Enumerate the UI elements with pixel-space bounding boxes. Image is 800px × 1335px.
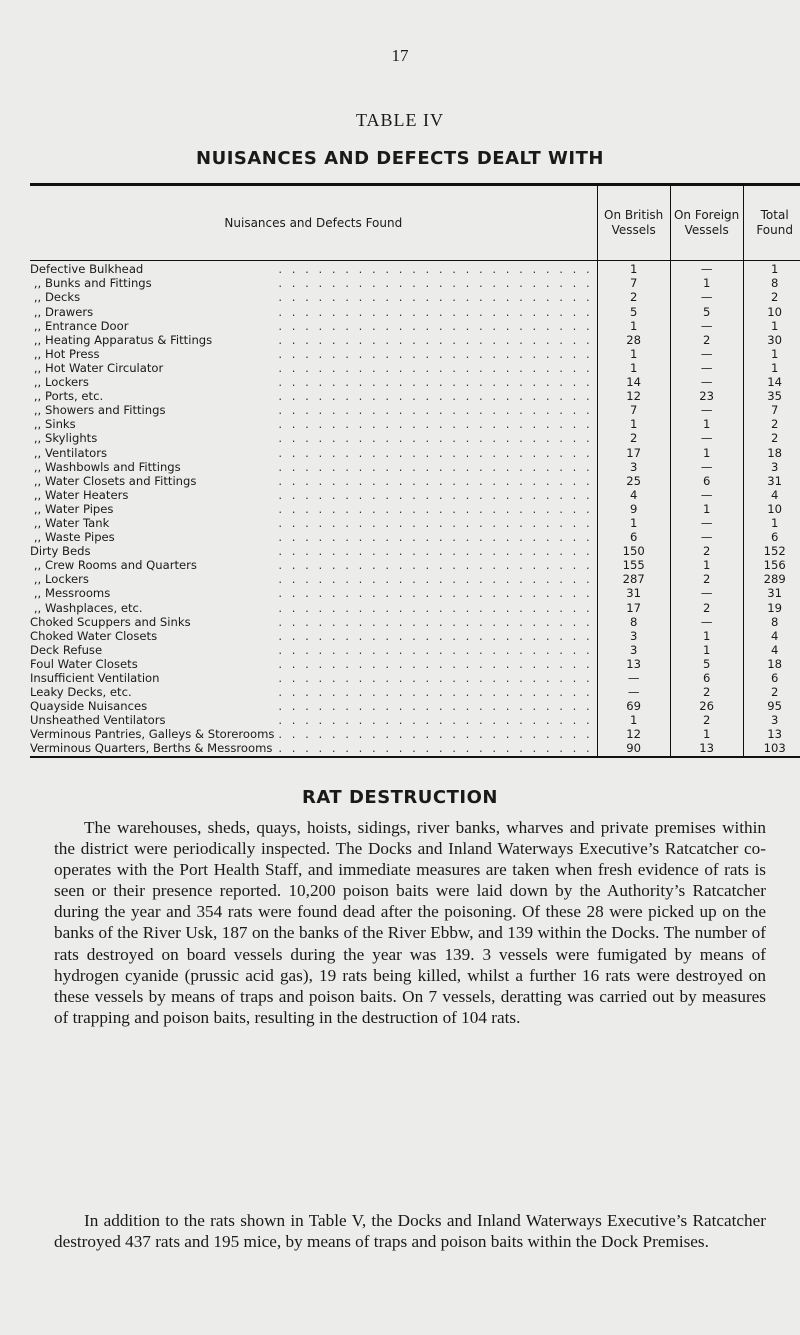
leader-dots: . . . . . . . . . . . . . . . . . . . . . . . . bbox=[278, 672, 593, 686]
row-label: Showers and Fittings bbox=[45, 403, 166, 418]
table-row bbox=[30, 460, 800, 474]
row-label: Quayside Nuisances bbox=[30, 699, 148, 714]
cell-british: 12 bbox=[597, 390, 670, 404]
row-label: Ports, etc. bbox=[45, 389, 104, 404]
cell-british: 31 bbox=[597, 587, 670, 601]
cell-foreign: 13 bbox=[670, 742, 743, 757]
cell-british: 9 bbox=[597, 503, 670, 517]
leader-dots: . . . . . . . . . . . . . . . . . . . . . . . . bbox=[278, 305, 593, 319]
leader-dots: . . . . . . . . . . . . . . . . . . . . . . . . bbox=[278, 277, 593, 291]
rat-destruction-heading: RAT DESTRUCTION bbox=[302, 787, 498, 808]
leader-dots: . . . . . . . . . . . . . . . . . . . . . . . . bbox=[278, 531, 593, 545]
cell-british: 150 bbox=[597, 545, 670, 559]
header-foreign-label: On Foreign Vessels bbox=[673, 208, 740, 237]
ditto-mark: ,, bbox=[33, 586, 42, 601]
cell-total: 103 bbox=[743, 742, 800, 757]
cell-british: 7 bbox=[597, 404, 670, 418]
rat-paragraph-1: The warehouses, sheds, quays, hoists, sidings, river banks, wharves and private premises within the district were periodically inspected. The Docks and Inland Waterways Executive’s Ratcatcher co-operates with the Port Health Staff, and immediate measures are taken when fresh evidence of rats is seen or their presence reported. 10,200 poison baits were laid down by the Authority’s Ratcatcher during the year and 354 rats were found dead after the poisoning. Of these 28 were picked up on the banks of the River Usk, 187 on the banks of the River Ebbw, and 139 within the Docks. The number of rats destroyed on board vessels during the year was 139. 3 vessels were fumigated by means of hydrogen cyanide (prussic acid gas), 19 rats being killed, whilst a further 16 rats were destroyed on these vessels by means of traps and poison baits. On 7 vessels, deratting was carried out by measures of trapping and poison baits, resulting in the destruction of 104 rats. bbox=[54, 818, 766, 1027]
row-label: Insufficient Ventilation bbox=[30, 671, 160, 686]
ditto-mark: ,, bbox=[33, 360, 42, 375]
table-row bbox=[30, 503, 800, 517]
ditto-mark: ,, bbox=[33, 530, 42, 545]
cell-total: 18 bbox=[767, 445, 783, 460]
cell-british: 1 bbox=[597, 261, 670, 278]
cell-foreign: 1 bbox=[670, 559, 743, 573]
table-row bbox=[30, 277, 800, 291]
table-row bbox=[30, 261, 800, 278]
leader-dots: . . . . . . . . . . . . . . . . . . . . . . . . bbox=[278, 728, 593, 742]
cell-foreign: 1 bbox=[670, 446, 743, 460]
table-row bbox=[30, 686, 800, 700]
leader-dots: . . . . . . . . . . . . . . . . . . . . . . . . bbox=[278, 333, 593, 347]
table-row bbox=[30, 644, 800, 658]
ditto-mark: ,, bbox=[33, 304, 42, 319]
table-row bbox=[30, 348, 800, 362]
leader-dots: . . . . . . . . . . . . . . . . . . . . . . . . bbox=[278, 432, 593, 446]
row-description bbox=[30, 615, 597, 629]
row-label: Defective Bulkhead bbox=[30, 262, 144, 277]
cell-british: 155 bbox=[597, 559, 670, 573]
table-row bbox=[30, 474, 800, 488]
table-row bbox=[30, 404, 800, 418]
cell-british: — bbox=[597, 672, 670, 686]
leader-dots: . . . . . . . . . . . . . . . . . . . . . . . . bbox=[278, 347, 593, 361]
row-description bbox=[30, 742, 597, 757]
page-number: 17 bbox=[391, 46, 409, 65]
table-row bbox=[30, 658, 800, 672]
cell-british: 25 bbox=[597, 474, 670, 488]
cell-total: 152 bbox=[763, 544, 786, 559]
table-row bbox=[30, 559, 800, 573]
header-foreign bbox=[670, 185, 743, 261]
cell-foreign: 1 bbox=[670, 728, 743, 742]
cell-total: 4 bbox=[770, 642, 779, 657]
cell-total: 30 bbox=[767, 332, 783, 347]
row-label: Waste Pipes bbox=[45, 530, 115, 545]
table-row bbox=[30, 714, 800, 728]
ditto-mark: ,, bbox=[33, 459, 42, 474]
cell-foreign: — bbox=[670, 376, 743, 390]
table-row bbox=[30, 376, 800, 390]
leader-dots: . . . . . . . . . . . . . . . . . . . . . . . . bbox=[278, 404, 593, 418]
row-label: Hot Press bbox=[45, 346, 100, 361]
cell-british: 1 bbox=[597, 418, 670, 432]
cell-british: 287 bbox=[597, 573, 670, 587]
cell-british: 7 bbox=[597, 277, 670, 291]
row-description bbox=[30, 348, 597, 362]
table-row bbox=[30, 390, 800, 404]
cell-total: 7 bbox=[770, 403, 779, 418]
row-description bbox=[30, 714, 597, 728]
leader-dots: . . . . . . . . . . . . . . . . . . . . . . . . bbox=[278, 446, 593, 460]
cell-british: — bbox=[597, 686, 670, 700]
cell-foreign: — bbox=[670, 362, 743, 376]
cell-total: 2 bbox=[770, 417, 779, 432]
cell-british: 1 bbox=[597, 517, 670, 531]
table-row bbox=[30, 700, 800, 714]
row-label: Water Closets and Fittings bbox=[45, 473, 197, 488]
cell-total: 19 bbox=[767, 600, 783, 615]
table-row bbox=[30, 531, 800, 545]
cell-british: 2 bbox=[597, 291, 670, 305]
row-label: Dirty Beds bbox=[30, 544, 91, 559]
cell-total: 1 bbox=[770, 360, 779, 375]
leader-dots: . . . . . . . . . . . . . . . . . . . . . . . . bbox=[278, 516, 593, 530]
leader-dots: . . . . . . . . . . . . . . . . . . . . . . . . bbox=[278, 700, 593, 714]
cell-foreign: 1 bbox=[670, 503, 743, 517]
row-label: Water Pipes bbox=[45, 501, 114, 516]
leader-dots: . . . . . . . . . . . . . . . . . . . . . . . . bbox=[278, 643, 593, 657]
ditto-mark: ,, bbox=[33, 515, 42, 530]
row-label: Hot Water Circulator bbox=[45, 360, 164, 375]
row-label: Ventilators bbox=[45, 445, 108, 460]
cell-foreign: 2 bbox=[670, 545, 743, 559]
cell-foreign: — bbox=[670, 587, 743, 601]
leader-dots: . . . . . . . . . . . . . . . . . . . . . . . . bbox=[278, 263, 593, 277]
leader-dots: . . . . . . . . . . . . . . . . . . . . . . . . bbox=[278, 742, 593, 756]
row-label: Verminous Pantries, Galleys & Storerooms bbox=[30, 727, 275, 742]
cell-total: 13 bbox=[767, 727, 783, 742]
cell-foreign: 2 bbox=[670, 333, 743, 347]
row-description bbox=[30, 672, 597, 686]
cell-foreign: — bbox=[670, 615, 743, 629]
table-row bbox=[30, 362, 800, 376]
row-label: Crew Rooms and Quarters bbox=[45, 558, 197, 573]
cell-british: 17 bbox=[597, 601, 670, 615]
leader-dots: . . . . . . . . . . . . . . . . . . . . . . . . bbox=[278, 376, 593, 390]
row-description bbox=[30, 503, 597, 517]
row-description bbox=[30, 728, 597, 742]
cell-foreign: — bbox=[670, 261, 743, 278]
row-description bbox=[30, 658, 597, 672]
row-description bbox=[30, 446, 597, 460]
row-label: Choked Scuppers and Sinks bbox=[30, 614, 191, 629]
ditto-mark: ,, bbox=[33, 600, 42, 615]
cell-total: 8 bbox=[770, 276, 779, 291]
row-description bbox=[30, 686, 597, 700]
row-label: Bunks and Fittings bbox=[45, 276, 152, 291]
ditto-mark: ,, bbox=[33, 276, 42, 291]
ditto-mark: ,, bbox=[33, 431, 42, 446]
table-row bbox=[30, 615, 800, 629]
cell-foreign: — bbox=[670, 432, 743, 446]
table-row bbox=[30, 629, 800, 643]
cell-foreign: — bbox=[670, 348, 743, 362]
leader-dots: . . . . . . . . . . . . . . . . . . . . . . . . bbox=[278, 714, 593, 728]
cell-total: 2 bbox=[770, 685, 779, 700]
cell-foreign: — bbox=[670, 291, 743, 305]
row-label: Messrooms bbox=[45, 586, 111, 601]
cell-british: 2 bbox=[597, 432, 670, 446]
table-row bbox=[30, 319, 800, 333]
row-label: Unsheathed Ventilators bbox=[30, 713, 166, 728]
row-description bbox=[30, 573, 597, 587]
row-label: Heating Apparatus & Fittings bbox=[45, 332, 213, 347]
table-row bbox=[30, 489, 800, 503]
cell-total: 1 bbox=[770, 515, 779, 530]
ditto-mark: ,, bbox=[33, 558, 42, 573]
row-label: Lockers bbox=[45, 572, 89, 587]
row-label: Water Tank bbox=[45, 515, 110, 530]
leader-dots: . . . . . . . . . . . . . . . . . . . . . . . . bbox=[278, 657, 593, 671]
nuisances-table bbox=[30, 183, 800, 758]
cell-foreign: 2 bbox=[670, 686, 743, 700]
cell-total: 4 bbox=[770, 487, 779, 502]
row-description bbox=[30, 474, 597, 488]
ditto-mark: ,, bbox=[33, 487, 42, 502]
leader-dots: . . . . . . . . . . . . . . . . . . . . . . . . bbox=[278, 573, 593, 587]
table-row bbox=[30, 728, 800, 742]
cell-total: 1 bbox=[770, 318, 779, 333]
table-row bbox=[30, 517, 800, 531]
ditto-mark: ,, bbox=[33, 290, 42, 305]
table-title: TABLE IV bbox=[355, 110, 445, 130]
row-description bbox=[30, 629, 597, 643]
row-description bbox=[30, 291, 597, 305]
row-label: Leaky Decks, etc. bbox=[30, 685, 132, 700]
cell-british: 13 bbox=[597, 658, 670, 672]
row-label: Decks bbox=[45, 290, 81, 305]
row-description bbox=[30, 700, 597, 714]
row-label: Washplaces, etc. bbox=[45, 600, 143, 615]
cell-foreign: 2 bbox=[670, 714, 743, 728]
row-label: Verminous Quarters, Berths & Messrooms bbox=[30, 741, 273, 756]
cell-total: 6 bbox=[770, 530, 779, 545]
cell-british: 12 bbox=[597, 728, 670, 742]
cell-foreign: 1 bbox=[670, 418, 743, 432]
leader-dots: . . . . . . . . . . . . . . . . . . . . . . . . bbox=[278, 488, 593, 502]
cell-total: 31 bbox=[767, 586, 783, 601]
leader-dots: . . . . . . . . . . . . . . . . . . . . . . . . bbox=[278, 390, 593, 404]
leader-dots: . . . . . . . . . . . . . . . . . . . . . . . . bbox=[278, 502, 593, 516]
row-description bbox=[30, 390, 597, 404]
table-row bbox=[30, 432, 800, 446]
row-label: Entrance Door bbox=[45, 318, 129, 333]
row-label: Washbowls and Fittings bbox=[45, 459, 181, 474]
table-row bbox=[30, 291, 800, 305]
cell-foreign: 6 bbox=[670, 474, 743, 488]
row-label: Water Heaters bbox=[45, 487, 129, 502]
ditto-mark: ,, bbox=[33, 318, 42, 333]
ditto-mark: ,, bbox=[33, 445, 42, 460]
cell-total: 156 bbox=[763, 558, 786, 573]
ditto-mark: ,, bbox=[33, 332, 42, 347]
row-description bbox=[30, 601, 597, 615]
table-row bbox=[30, 305, 800, 319]
cell-total: 95 bbox=[767, 699, 783, 714]
header-total-label: Total Found bbox=[756, 208, 793, 237]
row-description bbox=[30, 418, 597, 432]
ditto-mark: ,, bbox=[33, 473, 42, 488]
leader-dots: . . . . . . . . . . . . . . . . . . . . . . . . bbox=[278, 474, 593, 488]
leader-dots: . . . . . . . . . . . . . . . . . . . . . . . . bbox=[278, 361, 593, 375]
leader-dots: . . . . . . . . . . . . . . . . . . . . . . . . bbox=[278, 291, 593, 305]
table-row bbox=[30, 587, 800, 601]
row-label: Lockers bbox=[45, 375, 89, 390]
cell-foreign: 2 bbox=[670, 601, 743, 615]
leader-dots: . . . . . . . . . . . . . . . . . . . . . . . . bbox=[278, 559, 593, 573]
cell-total: 6 bbox=[770, 671, 779, 686]
header-british bbox=[597, 185, 670, 261]
rat-paragraph-2: In addition to the rats shown in Table V, the Docks and Inland Waterways Executive’s Ratcatcher destroyed 437 rats and 195 mice, by means of traps and poison baits within the Dock Premises. bbox=[54, 1211, 766, 1252]
cell-foreign: 23 bbox=[670, 390, 743, 404]
cell-british: 4 bbox=[597, 489, 670, 503]
leader-dots: . . . . . . . . . . . . . . . . . . . . . . . . bbox=[278, 418, 593, 432]
cell-british: 5 bbox=[597, 305, 670, 319]
leader-dots: . . . . . . . . . . . . . . . . . . . . . . . . bbox=[278, 587, 593, 601]
ditto-mark: ,, bbox=[33, 501, 42, 516]
cell-total: 1 bbox=[770, 346, 779, 361]
ditto-mark: ,, bbox=[33, 417, 42, 432]
row-description bbox=[30, 587, 597, 601]
row-label: Drawers bbox=[45, 304, 94, 319]
cell-british: 1 bbox=[597, 348, 670, 362]
table-row bbox=[30, 573, 800, 587]
cell-british: 17 bbox=[597, 446, 670, 460]
cell-british: 1 bbox=[597, 714, 670, 728]
row-label: Choked Water Closets bbox=[30, 628, 158, 643]
cell-british: 1 bbox=[597, 362, 670, 376]
cell-total: 4 bbox=[770, 628, 779, 643]
row-description bbox=[30, 545, 597, 559]
cell-british: 8 bbox=[597, 615, 670, 629]
cell-british: 6 bbox=[597, 531, 670, 545]
row-description bbox=[30, 517, 597, 531]
row-label: Foul Water Closets bbox=[30, 656, 138, 671]
table-heading: NUISANCES AND DEFECTS DEALT WITH bbox=[196, 148, 604, 169]
cell-foreign: 1 bbox=[670, 644, 743, 658]
cell-foreign: — bbox=[670, 517, 743, 531]
leader-dots: . . . . . . . . . . . . . . . . . . . . . . . . bbox=[278, 686, 593, 700]
cell-foreign: 26 bbox=[670, 700, 743, 714]
cell-foreign: — bbox=[670, 489, 743, 503]
row-description bbox=[30, 460, 597, 474]
ditto-mark: ,, bbox=[33, 389, 42, 404]
cell-total: 8 bbox=[770, 614, 779, 629]
header-british-label: On British Vessels bbox=[604, 208, 664, 237]
row-description bbox=[30, 261, 597, 278]
cell-foreign: 1 bbox=[670, 629, 743, 643]
cell-british: 3 bbox=[597, 460, 670, 474]
cell-british: 3 bbox=[597, 629, 670, 643]
row-label: Sinks bbox=[45, 417, 76, 432]
row-label: Deck Refuse bbox=[30, 642, 103, 657]
cell-foreign: — bbox=[670, 460, 743, 474]
row-description bbox=[30, 376, 597, 390]
row-description bbox=[30, 559, 597, 573]
row-description bbox=[30, 362, 597, 376]
cell-total: 18 bbox=[767, 656, 783, 671]
leader-dots: . . . . . . . . . . . . . . . . . . . . . . . . bbox=[278, 629, 593, 643]
cell-total: 31 bbox=[767, 473, 783, 488]
cell-foreign: 5 bbox=[670, 658, 743, 672]
cell-total: 3 bbox=[770, 459, 779, 474]
row-description bbox=[30, 489, 597, 503]
ditto-mark: ,, bbox=[33, 375, 42, 390]
table-row bbox=[30, 601, 800, 615]
leader-dots: . . . . . . . . . . . . . . . . . . . . . . . . bbox=[278, 460, 593, 474]
row-description bbox=[30, 432, 597, 446]
leader-dots: . . . . . . . . . . . . . . . . . . . . . . . . bbox=[278, 319, 593, 333]
table-row bbox=[30, 446, 800, 460]
cell-total: 14 bbox=[767, 375, 783, 390]
row-description bbox=[30, 333, 597, 347]
cell-british: 1 bbox=[597, 319, 670, 333]
cell-british: 3 bbox=[597, 644, 670, 658]
cell-total: 35 bbox=[767, 389, 783, 404]
cell-total: 10 bbox=[767, 501, 783, 516]
row-description bbox=[30, 319, 597, 333]
table-row bbox=[30, 742, 800, 757]
ditto-mark: ,, bbox=[33, 346, 42, 361]
cell-british: 90 bbox=[597, 742, 670, 757]
row-description bbox=[30, 277, 597, 291]
table-row bbox=[30, 418, 800, 432]
cell-british: 69 bbox=[597, 700, 670, 714]
cell-total: 2 bbox=[770, 290, 779, 305]
row-description bbox=[30, 404, 597, 418]
cell-foreign: 5 bbox=[670, 305, 743, 319]
cell-foreign: — bbox=[670, 404, 743, 418]
cell-foreign: 1 bbox=[670, 277, 743, 291]
cell-foreign: 2 bbox=[670, 573, 743, 587]
cell-total: 1 bbox=[770, 262, 779, 277]
cell-total: 289 bbox=[763, 572, 786, 587]
cell-foreign: 6 bbox=[670, 672, 743, 686]
cell-total: 2 bbox=[770, 431, 779, 446]
table-row bbox=[30, 672, 800, 686]
row-description bbox=[30, 305, 597, 319]
leader-dots: . . . . . . . . . . . . . . . . . . . . . . . . bbox=[278, 601, 593, 615]
cell-foreign: — bbox=[670, 319, 743, 333]
header-total bbox=[743, 185, 800, 261]
ditto-mark: ,, bbox=[33, 403, 42, 418]
row-description bbox=[30, 531, 597, 545]
table-row bbox=[30, 545, 800, 559]
cell-total: 3 bbox=[770, 713, 779, 728]
leader-dots: . . . . . . . . . . . . . . . . . . . . . . . . bbox=[278, 545, 593, 559]
cell-foreign: — bbox=[670, 531, 743, 545]
ditto-mark: ,, bbox=[33, 572, 42, 587]
leader-dots: . . . . . . . . . . . . . . . . . . . . . . . . bbox=[278, 615, 593, 629]
cell-british: 28 bbox=[597, 333, 670, 347]
header-description: Nuisances and Defects Found bbox=[30, 185, 597, 261]
table-row bbox=[30, 333, 800, 347]
cell-total: 10 bbox=[767, 304, 783, 319]
row-label: Skylights bbox=[45, 431, 98, 446]
row-description bbox=[30, 644, 597, 658]
cell-british: 14 bbox=[597, 376, 670, 390]
table-header-row bbox=[30, 185, 800, 261]
